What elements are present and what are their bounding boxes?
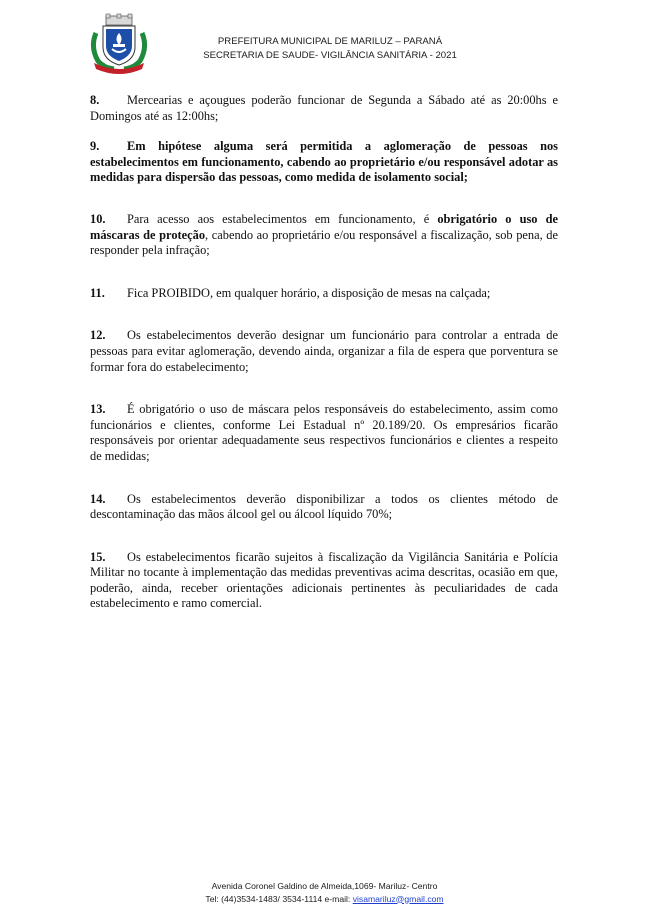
item-text: Os estabelecimentos deverão designar um funcionário para controlar a entrada de pessoas para evitar aglomeração, devendo ainda, organizar a fila de espera que porventura se formar fora do estabelecimento; xyxy=(90,328,558,374)
item-text: É obrigatório o uso de máscara pelos responsáveis do estabelecimento, assim como funcionários e clientes, conforme Lei Estadual nº 20.189/20. Os empresários ficarão responsáveis por orientar adequadamente seus respectivos funcionários e clientes a respeito de medidas; xyxy=(90,402,558,463)
footer-address: Avenida Coronel Galdino de Almeida,1069- Mariluz- Centro xyxy=(211,881,438,891)
item-text-bold: obrigatório o uso de máscaras de proteção xyxy=(90,211,559,242)
item-number: 13. xyxy=(90,402,106,417)
item-14 xyxy=(90,492,558,523)
item-text-part-a: Para acesso aos estabelecimentos em funcionamento, é xyxy=(127,211,438,226)
page-header xyxy=(0,0,649,80)
footer-email-link[interactable]: visamariluz@gmail.com xyxy=(352,893,444,904)
item-number: 11. xyxy=(90,285,105,300)
item-12 xyxy=(90,328,558,375)
item-15 xyxy=(90,550,558,612)
footer-contact xyxy=(0,893,649,906)
item-11 xyxy=(90,286,558,302)
item-number: 10. xyxy=(90,211,106,226)
item-number: 8. xyxy=(90,93,100,107)
item-text: Em hipótese alguma será permitida a aglomeração de pessoas nos estabelecimentos em funcionamento, cabendo ao proprietário e/ou responsável adotar as medidas para dispersão das pessoas, como medida de isolamento social; xyxy=(90,139,558,185)
page-footer xyxy=(0,880,649,905)
item-text-part-c: , cabendo ao proprietário e/ou responsável a fiscalização, sob pena, de responder pela infração; xyxy=(90,227,558,258)
item-10 xyxy=(90,212,558,259)
item-number: 9. xyxy=(90,139,100,154)
item-9 xyxy=(90,139,558,186)
footer-phone: Tel: (44)3534-1483/ 3534-1114 e-mail: xyxy=(205,893,353,904)
item-text: Mercearias e açougues poderão funcionar de Segunda a Sábado até as 20:00hs e Domingos até as 12:00hs; xyxy=(90,93,558,123)
item-number: 15. xyxy=(90,549,106,564)
municipal-coat-of-arms-icon xyxy=(88,13,150,75)
item-text: Os estabelecimentos ficarão sujeitos à fiscalização da Vigilância Sanitária e Polícia Militar no tocante à implementação das medidas preventivas acima descritas, ocasião em que, poderão, ainda, receber orientações adicionais pertinentes às peculiaridades de cada estabelecimento e ramo comercial. xyxy=(90,549,558,611)
item-13 xyxy=(90,402,558,464)
header-line-2: SECRETARIA DE SAUDE- VIGILÂNCIA SANITÁRIA - 2021 xyxy=(203,50,457,61)
item-text: Fica PROIBIDO, em qualquer horário, a disposição de mesas na calçada; xyxy=(127,285,491,300)
item-number: 14. xyxy=(90,491,106,506)
item-text: Os estabelecimentos deverão disponibilizar a todos os clientes método de descontaminação das mãos álcool gel ou álcool líquido 70%; xyxy=(90,491,558,522)
item-number: 12. xyxy=(90,328,106,343)
header-title-block xyxy=(150,35,510,63)
header-line-1: PREFEITURA MUNICIPAL DE MARILUZ – PARANÁ xyxy=(217,36,443,47)
item-8 xyxy=(90,93,558,124)
document-body xyxy=(90,93,558,612)
